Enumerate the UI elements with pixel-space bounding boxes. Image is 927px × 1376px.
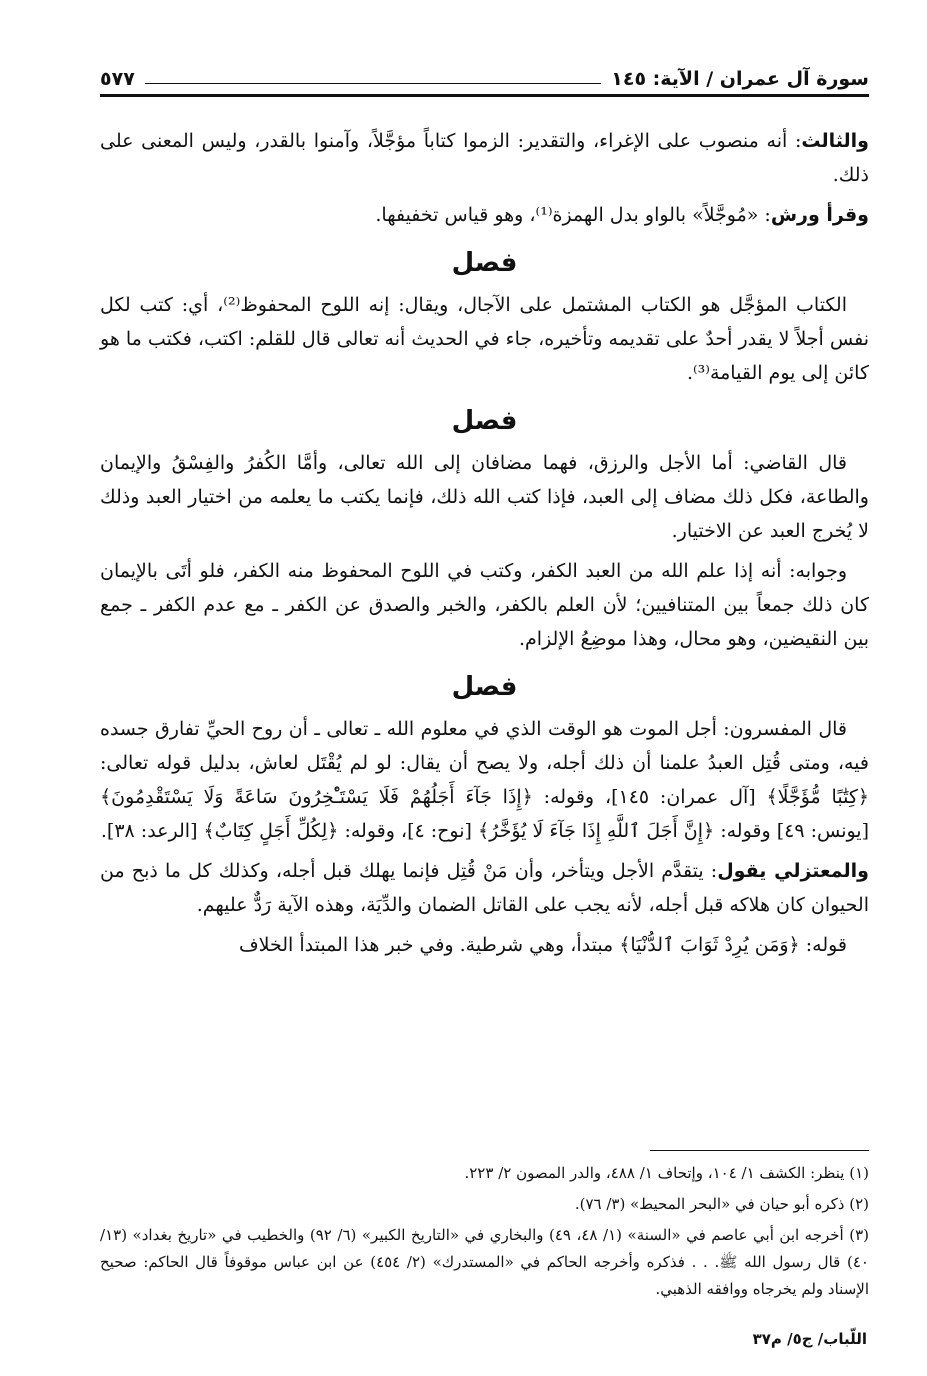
section-heading: فصل — [451, 406, 518, 436]
paragraph: قوله: ﴿وَمَن يُرِدْ ثَوَابَ ٱلدُّنْيَا﴾ مبتدأ، وهي شرطية. وفي خبر هذا المبتدأ الخلاف — [238, 934, 847, 956]
footnote: (١) ينظر: الكشف ١/ ١٠٤، وإتحاف ١/ ٤٨٨، والدر المصون ٢/ ٢٢٣. — [464, 1164, 869, 1182]
signature-mark: اللّباب/ ج٥/ م٣٧ — [752, 1330, 867, 1348]
paragraph — [100, 854, 869, 922]
section-heading: فصل — [451, 672, 518, 702]
running-header — [100, 58, 869, 90]
main-text — [100, 124, 869, 968]
paragraph: وجوابه: أنه إذا علم الله من العبد الكفر، وكتب في اللوح المحفوظ منه الكفر، فلو أتَى بالإيمان كان ذلك جمعاً بين المتنافيين؛ لأن العلم بالكفر، والخبر والصدق عن الكفر ـ مع عدم الكفر ـ جمع بين النقيضين، وهو محال، وهذا موضِعُ الإلزام. — [100, 560, 869, 650]
paragraph: قال القاضي: أما الأجل والرزق، فهما مضافان إلى الله تعالى، وأمَّا الكُفرُ والفِسْقُ والإيمان والطاعة، فكل ذلك مضاف إلى العبد، فإذا كتب الله ذلك، فإنما يكتب ما يعلمه من اختيار العبد وذلك لا يُخرج العبد عن الاختيار. — [100, 452, 869, 542]
section-heading: فصل — [451, 248, 518, 278]
header-rule — [100, 94, 869, 97]
footnote: (٣) أخرجه ابن أبي عاصم في «السنة» (١/ ٤٨، ٤٩) والبخاري في «التاريخ الكبير» (٦/ ٩٢) والخطيب في «تاريخ بغداد» (١٣/ ٤٠) قال رسول الله ﷺ. . . فذكره وأخرجه الحاكم في «المستدرك» (٢/ ٤٥٤) عن ابن عباس موقوفاً قال الحاكم: صحيح الإسناد ولم يخرجاه ووافقه الذهبي. — [100, 1226, 870, 1298]
lead-word: والمعتزلي يقول — [717, 860, 869, 882]
footnote: (٢) ذكره أبو حيان في «البحر المحيط» (٣/ ٧٦). — [574, 1195, 869, 1213]
paragraph: الكتاب المؤجَّل هو الكتاب المشتمل على الآجال، ويقال: إنه اللوح المحفوظ⁽²⁾، أي: كتب لكل نفس أجلاً لا يقدر أحدٌ على تقديمه وتأخيره، جاء في الحديث أنه تعالى قال للقلم: اكتب، فكتب ما هو كائن إلى يوم القيامة⁽³⁾. — [100, 294, 869, 384]
footnote-rule — [650, 1150, 869, 1151]
paragraph — [100, 198, 869, 232]
lead-word: والثالث — [801, 130, 869, 152]
page-number: ٥٧٧ — [100, 68, 135, 90]
paragraph — [100, 124, 869, 192]
paragraph-text: : أنه منصوب على الإغراء، والتقدير: الزموا كتاباً مؤجَّلاً، وآمنوا بالقدر، وليس المعنى على ذلك. — [100, 130, 869, 186]
paragraph-text: : يتقدَّم الأجل ويتأخر، وأن مَنْ قُتِل فإنما يهلك قبل أجله، وكذلك كل ما ذبح من الحيوان كان هلاكه قبل أجله، لأنه يجب على القاتل الضمان والدِّيَة، وهذه الآية رَدٌّ عليهم. — [100, 860, 869, 916]
lead-word: وقرأ ورش — [770, 204, 869, 226]
paragraph-text: : «مُوجَّلاً» بالواو بدل الهمزة⁽¹⁾، وهو قياس تخفيفها. — [375, 204, 771, 226]
footnotes — [100, 1160, 869, 1307]
paragraph: قال المفسرون: أجل الموت هو الوقت الذي في معلوم الله ـ تعالى ـ أن روح الحيِّ تفارق جسده فيه، ومتى قُتِل العبدُ علمنا أن ذلك أجله، ولا يصح أن يقال: لو لم يُقْتَل لعاش، بدليل قوله تعالى: ﴿كِتَٰبًا مُّؤَجَّلًا﴾ [آل عمران: ١٤٥]، وقوله: ﴿إِذَا جَآءَ أَجَلُهُمْ فَلَا يَسْتَـْٔخِرُونَ سَاعَةً وَلَا يَسْتَقْدِمُونَ﴾ [يونس: ٤٩] وقوله: ﴿إِنَّ أَجَلَ ٱللَّهِ إِذَا جَآءَ لَا يُؤَخَّرُ﴾ [نوح: ٤]، وقوله: ﴿لِكُلِّ أَجَلٍ كِتَابٌ﴾ [الرعد: ٣٨]. — [100, 718, 869, 842]
header-leader-line — [145, 83, 601, 84]
surah-title: سورة آل عمران / الآية: ١٤٥ — [611, 68, 869, 90]
